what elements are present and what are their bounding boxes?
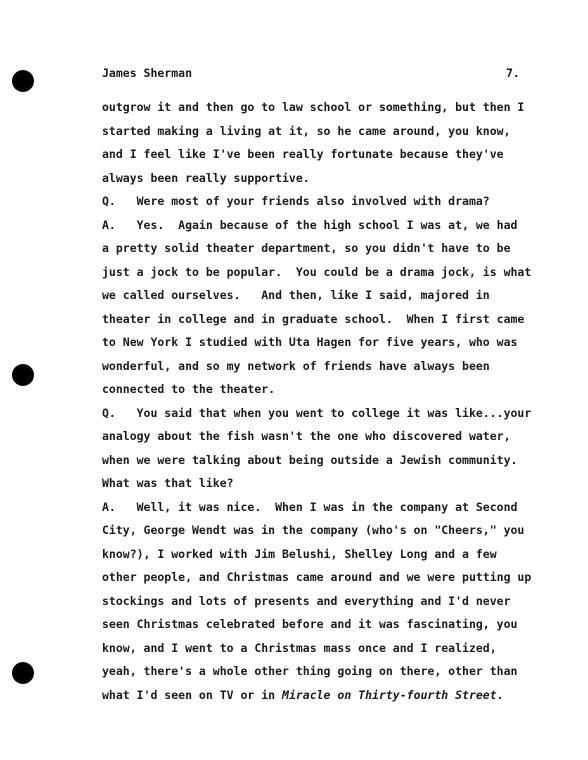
transcript-line: and I feel like I've been really fortunate because they've [102,147,504,161]
transcript-line: a pretty solid theater department, so you didn't have to be [102,241,511,255]
transcript-line: to New York I studied with Uta Hagen for five years, who was [102,335,518,349]
transcript-line: seen Christmas celebrated before and it was fascinating, you [102,617,518,631]
punch-hole-bottom [12,662,34,684]
line-suffix: . [496,687,504,702]
transcript-line: we called ourselves. And then, like I said, majored in [102,288,490,302]
transcript-line: started making a living at it, so he came around, you know, [102,123,511,138]
transcript-line: always been really supportive. [102,170,310,185]
punch-hole-middle [12,364,34,386]
transcript-line: A. Yes. Again because of the high school I was at, we had [102,217,518,232]
transcript-line: when we were talking about being outside a Jewish community. [102,452,518,467]
transcript-line: theater in college and in graduate school. When I first came [102,311,525,326]
line-prefix: what I'd seen on TV or in [102,687,283,702]
transcript-line-last [102,684,532,708]
transcript-line: wonderful, and so my network of friends have always been [102,358,490,373]
transcript-line: stockings and lots of presents and everything and I'd never [102,593,511,608]
transcript-body [102,96,532,707]
transcript-line: City, George Wendt was in the company (who's on "Cheers," you [102,523,525,537]
transcript-line: yeah, there's a whole other thing going on there, other than [102,664,518,678]
header-interviewee-name: James Sherman [102,66,193,80]
transcript-line: What was that like? [102,476,234,490]
transcript-line: analogy about the fish wasn't the one who discovered water, [102,429,511,443]
transcript-line: outgrow it and then go to law school or something, but then I [102,100,525,114]
transcript-line: connected to the theater. [102,382,276,396]
punch-hole-top [12,70,34,92]
transcript-line: just a jock to be popular. You could be a drama jock, is what [102,264,532,279]
film-title: Miracle on Thirty-fourth Street [282,687,497,702]
transcript-line: know, and I went to a Christmas mass once and I realized, [102,640,497,655]
header-page-number: 7. [506,66,520,80]
transcript-line: know?), I worked with Jim Belushi, Shelley Long and a few [102,546,497,561]
transcript-line: Q. You said that when you went to college it was like...your [102,405,532,420]
transcript-line: other people, and Christmas came around and we were putting up [102,570,532,584]
transcript-line: Q. Were most of your friends also involved with drama? [102,194,490,208]
transcript-line: A. Well, it was nice. When I was in the company at Second [102,499,518,514]
